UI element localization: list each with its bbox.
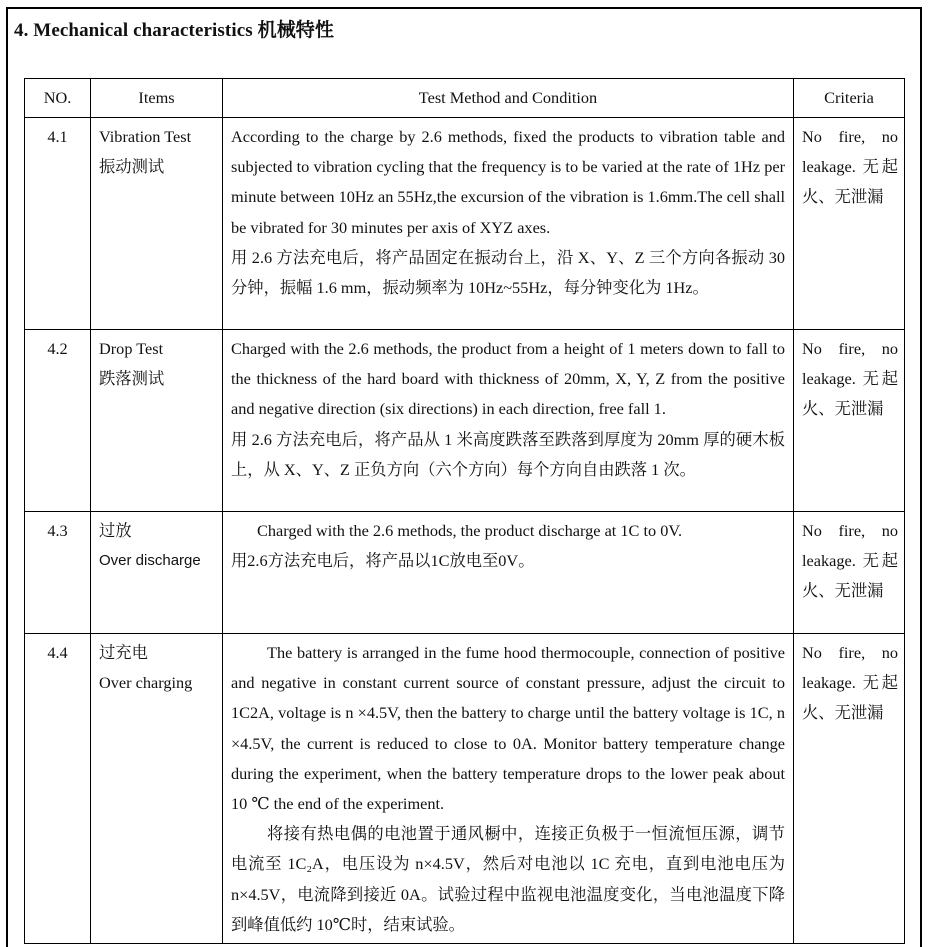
table-header-row bbox=[25, 79, 905, 118]
method-text-en: According to the charge by 2.6 methods, fixed the products to vibration table and subjected to vibration cycling that the frequency is to be varied at the rate of 1Hz per minute between 10Hz an 55Hz,the excursion of the vibration is 1.6mm.The cell shall be vibrated for 30 minutes per axis of XYZ axes. bbox=[231, 127, 785, 237]
row-item bbox=[91, 330, 223, 512]
section-title: 4. Mechanical characteristics 机械特性 bbox=[14, 20, 334, 41]
table-row bbox=[25, 512, 905, 634]
row-number: 4.1 bbox=[25, 118, 91, 330]
row-method bbox=[223, 330, 794, 512]
row-number: 4.2 bbox=[25, 330, 91, 512]
table-row bbox=[25, 330, 905, 512]
row-criteria: No fire, no leakage. 无起火、无泄漏 bbox=[794, 118, 905, 330]
row-item bbox=[91, 512, 223, 634]
row-item bbox=[91, 118, 223, 330]
row-item bbox=[91, 634, 223, 944]
item-name-cn: 过充电 bbox=[99, 643, 148, 662]
method-text-en: Charged with the 2.6 methods, the product from a height of 1 meters down to fall to the thickness of the hard board with thickness of 20mm, X, Y, Z from the positive and negative direction (six directions) in each direction, free fall 1. bbox=[231, 339, 785, 419]
row-criteria: No fire, no leakage. 无起火、无泄漏 bbox=[794, 330, 905, 512]
item-name-cn: 振动测试 bbox=[99, 157, 165, 177]
row-method bbox=[223, 118, 794, 330]
row-criteria: No fire, no leakage. 无起火、无泄漏 bbox=[794, 634, 905, 944]
item-name-en: Drop Test bbox=[99, 339, 164, 358]
method-text-en: The battery is arranged in the fume hood thermocouple, connection of positive and negative in constant current source of constant pressure, adjust the circuit to 1C2A, voltage is n ×4.5V, then the battery to charge until the battery voltage is 1C, n ×4.5V, the current is reduced to close to 0A. Monitor battery temperature change during the experiment, when the battery temperature drops to the lower peak about 10 ℃ the end of the experiment. bbox=[231, 643, 785, 814]
row-method bbox=[223, 512, 794, 634]
header-criteria: Criteria bbox=[794, 79, 905, 118]
row-method bbox=[223, 634, 794, 944]
table-row bbox=[25, 118, 905, 330]
item-name-en: Over charging bbox=[99, 673, 193, 693]
item-name-cn: 跌落测试 bbox=[99, 369, 165, 389]
method-text-cn: 用2.6方法充电后，将产品以1C放电至0V。 bbox=[231, 551, 535, 571]
mechanical-characteristics-table bbox=[24, 78, 905, 944]
header-method: Test Method and Condition bbox=[223, 79, 794, 118]
header-no: NO. bbox=[25, 79, 91, 118]
item-name-en: Vibration Test bbox=[99, 127, 192, 146]
method-text-cn: 将接有热电偶的电池置于通风橱中，连接正负极于一恒流恒压源，调节电流至 1C₂A，电压设为 n×4.5V，然后对电池以 1C 充电，直到电池电压为 n×4.5V，电流降到接近 0A。试验过程中监视电池温度变化，当电池温度下降到峰值低约 10℃时，结束试验。 bbox=[231, 824, 785, 934]
item-name-cn: 过放 bbox=[99, 521, 132, 540]
method-text-cn: 用 2.6 方法充电后，将产品固定在振动台上，沿 X、Y、Z 三个方向各振动 30 分钟，振幅 1.6 mm，振动频率为 10Hz~55Hz，每分钟变化为 1Hz。 bbox=[231, 247, 785, 298]
row-criteria: No fire, no leakage. 无起火、无泄漏 bbox=[794, 512, 905, 634]
row-number: 4.4 bbox=[25, 634, 91, 944]
method-text-en: Charged with the 2.6 methods, the product discharge at 1C to 0V. bbox=[257, 521, 683, 540]
method-text-cn: 用 2.6 方法充电后，将产品从 1 米高度跌落至跌落到厚度为 20mm 厚的硬木板上，从 X、Y、Z 正负方向（六个方向）每个方向自由跌落 1 次。 bbox=[231, 429, 785, 479]
table-row bbox=[25, 634, 905, 944]
header-items: Items bbox=[91, 79, 223, 118]
row-number: 4.3 bbox=[25, 512, 91, 634]
item-name-en: Over discharge bbox=[99, 552, 201, 570]
